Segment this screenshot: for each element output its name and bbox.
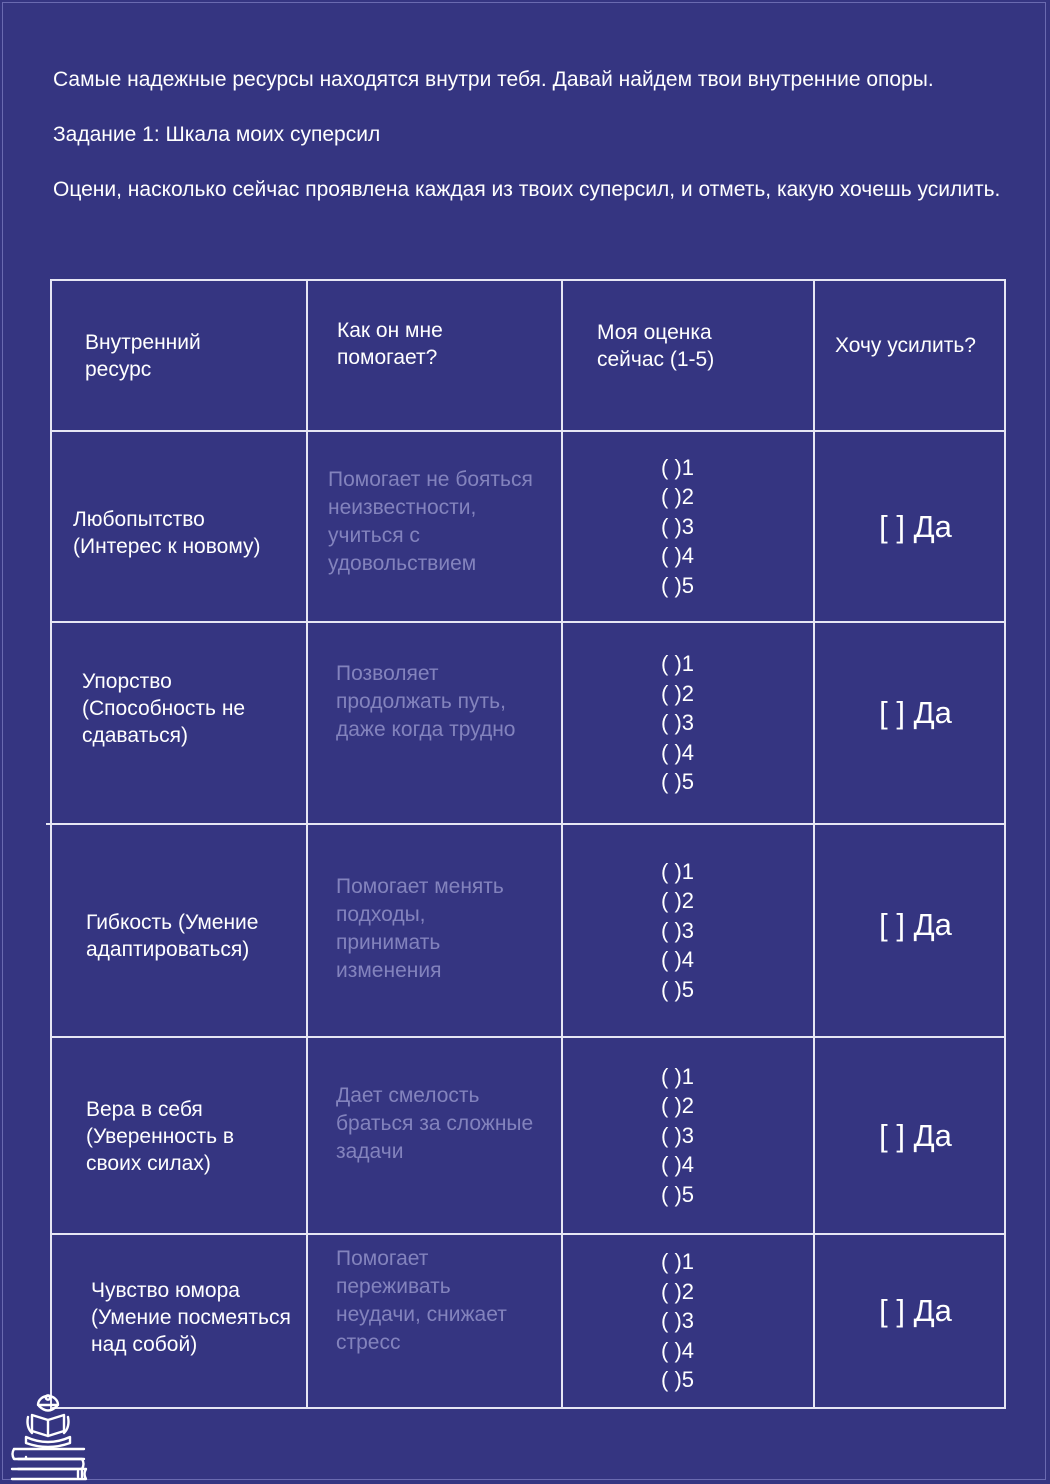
rating-options [661, 1247, 813, 1395]
rating-option-3[interactable]: ( )3 [661, 710, 694, 736]
table-row [51, 622, 1005, 824]
reading-person-on-books-icon [8, 1393, 90, 1481]
rating-cell [562, 431, 814, 622]
want-boost-checkbox[interactable]: [ ] Да [879, 695, 952, 730]
table-row [51, 431, 1005, 622]
rating-option-2[interactable]: ( )2 [661, 1093, 694, 1119]
rating-option-1[interactable]: ( )1 [661, 1063, 694, 1089]
rating-option-1[interactable]: ( )1 [661, 1249, 694, 1275]
rating-option-4[interactable]: ( )4 [661, 1152, 694, 1178]
rating-option-3[interactable]: ( )3 [661, 917, 694, 943]
task-title: Задание 1: Шкала моих суперсил [53, 123, 381, 146]
resource-name: Вера в себя (Уверенность в своих силах) [51, 1037, 307, 1234]
rating-option-3[interactable]: ( )3 [661, 1122, 694, 1148]
rating-cell [562, 622, 814, 824]
want-boost-cell [814, 1037, 1005, 1234]
instruction-text: Оцени, насколько сейчас проявлена каждая из твоих суперсил, и отметь, какую хочешь усилить. [53, 178, 1001, 201]
want-boost-cell [814, 824, 1005, 1037]
table-header-row [51, 280, 1005, 431]
resource-name: Любопытство (Интерес к новому) [51, 431, 307, 622]
resource-name: Упорство (Способность не сдаваться) [51, 622, 307, 824]
rating-option-5[interactable]: ( )5 [661, 769, 694, 795]
resource-description: Помогает переживать неудачи, снижает стресс [307, 1234, 562, 1408]
rating-option-2[interactable]: ( )2 [661, 888, 694, 914]
rating-options [661, 1062, 813, 1210]
rating-option-5[interactable]: ( )5 [661, 572, 694, 598]
rating-option-4[interactable]: ( )4 [661, 543, 694, 569]
rating-option-5[interactable]: ( )5 [661, 976, 694, 1002]
rating-option-1[interactable]: ( )1 [661, 858, 694, 884]
rating-cell [562, 1234, 814, 1408]
rating-option-4[interactable]: ( )4 [661, 1337, 694, 1363]
table-row [51, 1037, 1005, 1234]
header-want-boost: Хочу усилить? [814, 280, 1005, 431]
rating-cell [562, 1037, 814, 1234]
table-row [51, 824, 1005, 1037]
resource-description: Дает смелость браться за сложные задачи [307, 1037, 562, 1234]
header-resource: Внутренний ресурс [51, 280, 307, 431]
superpowers-table [50, 279, 1006, 1409]
resource-name: Гибкость (Умение адаптироваться) [51, 824, 307, 1037]
rating-option-2[interactable]: ( )2 [661, 484, 694, 510]
intro-text: Самые надежные ресурсы находятся внутри тебя. Давай найдем твои внутренние опоры. [53, 68, 934, 91]
rating-option-3[interactable]: ( )3 [661, 513, 694, 539]
resource-description: Помогает не бояться неизвестности, учиться с удовольствием [307, 431, 562, 622]
table-row [51, 1234, 1005, 1408]
rating-option-2[interactable]: ( )2 [661, 1278, 694, 1304]
rating-options [661, 857, 813, 1005]
rating-option-1[interactable]: ( )1 [661, 454, 694, 480]
want-boost-checkbox[interactable]: [ ] Да [879, 1293, 952, 1328]
want-boost-checkbox[interactable]: [ ] Да [879, 508, 952, 544]
header-how-helps: Как он мне помогает? [307, 280, 562, 431]
header-my-rating: Моя оценка сейчас (1-5) [562, 280, 814, 431]
rating-option-5[interactable]: ( )5 [661, 1181, 694, 1207]
intro-block [53, 66, 1013, 203]
rating-option-1[interactable]: ( )1 [661, 651, 694, 677]
rating-option-2[interactable]: ( )2 [661, 680, 694, 706]
want-boost-cell [814, 622, 1005, 824]
rating-cell [562, 824, 814, 1037]
resource-description: Помогает менять подходы, принимать изменения [307, 824, 562, 1037]
rating-option-4[interactable]: ( )4 [661, 739, 694, 765]
border-tick [46, 823, 52, 825]
rating-option-4[interactable]: ( )4 [661, 947, 694, 973]
rating-option-3[interactable]: ( )3 [661, 1308, 694, 1334]
resource-name: Чувство юмора (Умение посмеяться над собой) [51, 1234, 307, 1408]
want-boost-checkbox[interactable]: [ ] Да [879, 1117, 952, 1153]
rating-option-5[interactable]: ( )5 [661, 1367, 694, 1393]
want-boost-cell [814, 431, 1005, 622]
rating-options [661, 453, 813, 601]
want-boost-checkbox[interactable]: [ ] Да [879, 906, 952, 942]
resource-description: Позволяет продолжать путь, даже когда трудно [307, 622, 562, 824]
rating-options [661, 649, 813, 797]
want-boost-cell [814, 1234, 1005, 1408]
